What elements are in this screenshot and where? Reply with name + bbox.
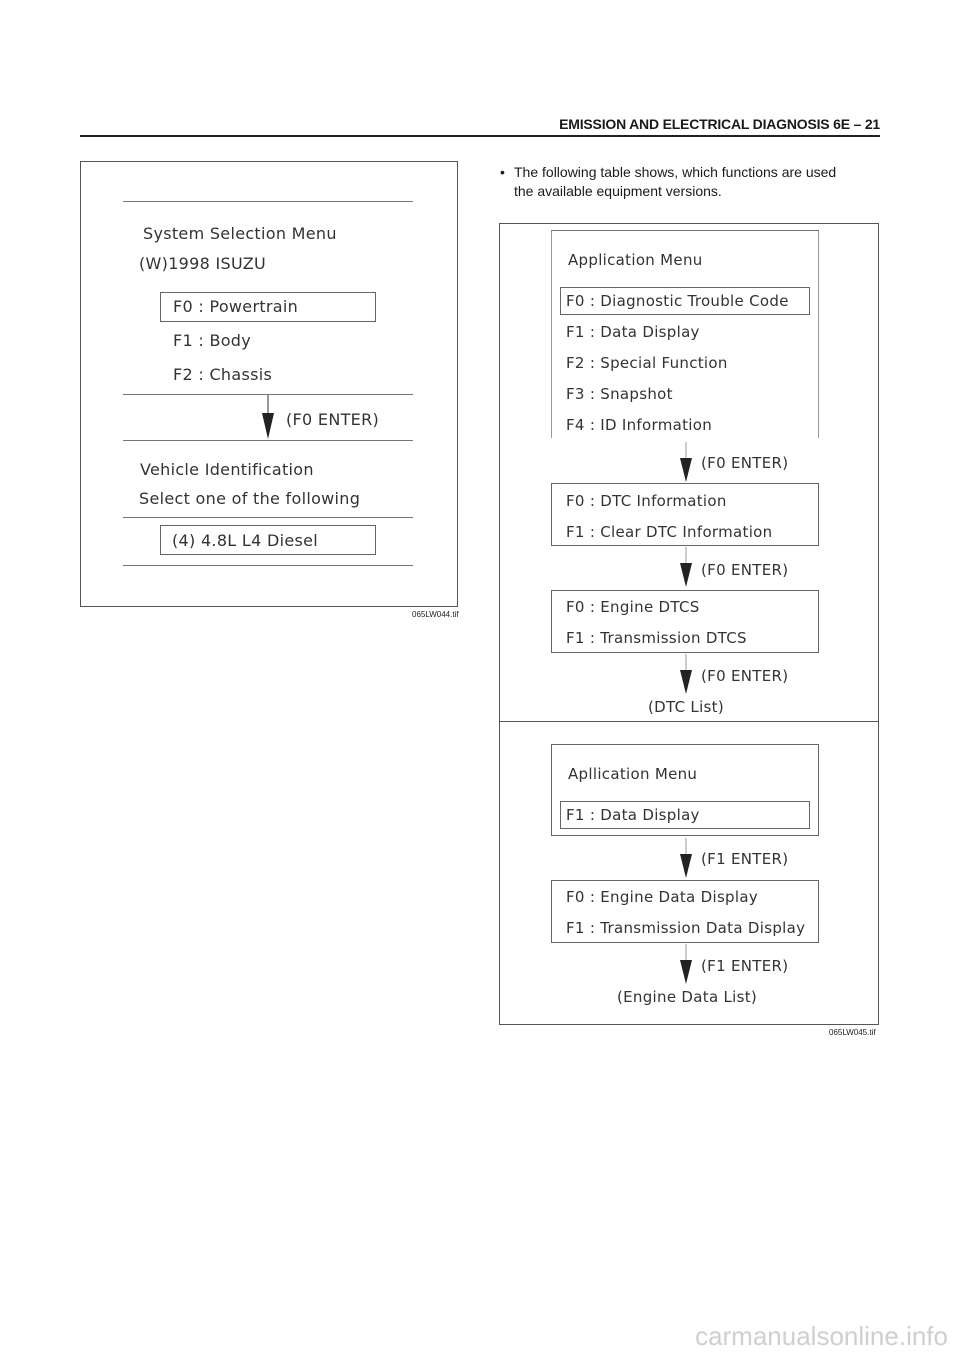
divider — [123, 517, 413, 518]
divider — [123, 565, 413, 566]
enter-label: (F1 ENTER) — [701, 957, 789, 975]
enter-label: (F0 ENTER) — [701, 667, 789, 685]
system-subtitle: (W)1998 ISUZU — [139, 254, 266, 273]
menu-border-top — [551, 230, 819, 231]
option-powertrain[interactable]: F0 : Powertrain — [173, 297, 299, 316]
option-body[interactable]: F1 : Body — [173, 331, 252, 350]
vehicle-identification: Vehicle Identification — [140, 460, 314, 479]
down-arrow-icon — [258, 395, 278, 440]
dtc-item-information[interactable]: F0 : DTC Information — [566, 492, 727, 510]
app-item-special-function[interactable]: F2 : Special Function — [566, 354, 728, 372]
bullet-line-2: the available equipment versions. — [514, 183, 722, 199]
down-arrow-icon — [676, 838, 696, 880]
figure-caption: 065LW045.tif — [829, 1028, 876, 1037]
dtc-item-clear[interactable]: F1 : Clear DTC Information — [566, 523, 773, 541]
dtc-list-label: (DTC List) — [648, 698, 725, 716]
page-header-title: EMISSION AND ELECTRICAL DIAGNOSIS 6E – 21 — [559, 116, 880, 132]
watermark-text: carmanualsonline.info — [695, 1321, 948, 1351]
application-menu-2-title: Apllication Menu — [568, 765, 698, 783]
figure-caption: 065LW044.tif — [412, 610, 459, 619]
header-rule — [80, 135, 880, 137]
divider — [123, 201, 413, 202]
option-chassis[interactable]: F2 : Chassis — [173, 365, 273, 384]
down-arrow-icon — [676, 654, 696, 696]
app-item-id-information[interactable]: F4 : ID Information — [566, 416, 713, 434]
down-arrow-icon — [676, 547, 696, 589]
dtcs-item-transmission[interactable]: F1 : Transmission DTCS — [566, 629, 747, 647]
menu-border-right — [818, 230, 819, 438]
dtcs-item-engine[interactable]: F0 : Engine DTCS — [566, 598, 700, 616]
bullet-line-1: The following table shows, which functions are used — [514, 164, 837, 180]
enter-label: (F1 ENTER) — [701, 850, 789, 868]
enter-label: (F0 ENTER) — [701, 454, 789, 472]
app-item-snapshot[interactable]: F3 : Snapshot — [566, 385, 673, 403]
app2-item-data-display[interactable]: F1 : Data Display — [566, 806, 700, 824]
engine-option[interactable]: (4) 4.8L L4 Diesel — [172, 531, 319, 550]
divider — [123, 440, 413, 441]
engine-data-list-label: (Engine Data List) — [617, 988, 758, 1006]
app-item-dtc[interactable]: F0 : Diagnostic Trouble Code — [566, 292, 789, 310]
down-arrow-icon — [676, 944, 696, 986]
enter-label: (F0 ENTER) — [286, 410, 380, 429]
down-arrow-icon — [676, 442, 696, 484]
system-selection-title: System Selection Menu — [143, 224, 337, 243]
menu-border-left — [551, 230, 552, 438]
application-menu-title: Application Menu — [568, 251, 703, 269]
bullet-marker: • — [500, 164, 505, 180]
select-prompt: Select one of the following — [139, 489, 361, 508]
section-divider — [499, 721, 879, 722]
data-item-transmission[interactable]: F1 : Transmission Data Display — [566, 919, 806, 937]
app-item-data-display[interactable]: F1 : Data Display — [566, 323, 700, 341]
data-item-engine[interactable]: F0 : Engine Data Display — [566, 888, 759, 906]
enter-label: (F0 ENTER) — [701, 561, 789, 579]
